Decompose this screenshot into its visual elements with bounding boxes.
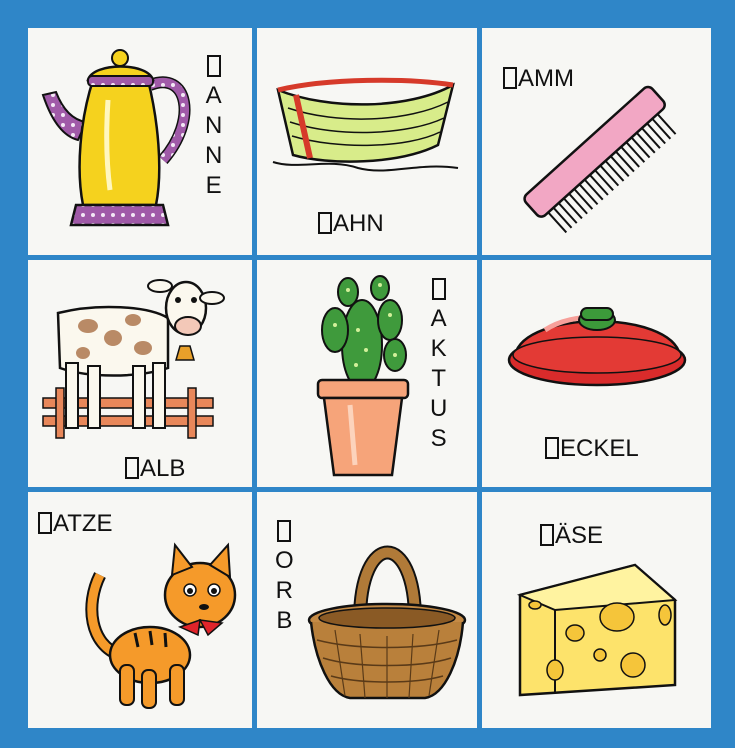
letter-blank-box[interactable] [277,520,291,542]
letter: T [431,365,446,392]
letter: N [205,142,223,169]
basket-icon [305,510,470,710]
word-deckel [545,435,639,463]
grid-line-vertical-2 [477,28,482,728]
comb-icon [512,80,692,240]
calf-icon [38,268,228,443]
letter-blank-box[interactable] [38,512,52,534]
letter-blank-box[interactable] [545,437,559,459]
letter-blank-box[interactable] [318,212,332,234]
word-kaktus [430,278,447,454]
word-label: AHN [333,210,384,237]
cat-icon [80,535,245,715]
letter-blank-box[interactable] [540,524,554,546]
letter-blank-box[interactable] [125,457,139,479]
word-kanne [205,55,222,201]
grid-line-horizontal-2 [28,487,711,492]
letter: K [430,335,447,362]
word-label: ECKEL [560,435,639,462]
coffee-pot-icon [38,40,198,235]
cactus-icon [310,270,415,485]
letter-blank-box[interactable] [432,278,446,300]
word-label: ALB [140,455,186,482]
word-kalb [125,455,185,483]
word-korb [275,520,294,636]
word-label: ATZE [53,510,113,537]
word-kahn [318,210,384,238]
letter: B [276,607,293,634]
letter: E [205,172,222,199]
word-label: AMM [518,65,574,92]
word-label: ÄSE [555,522,604,549]
grid-line-vertical-1 [252,28,257,728]
grid-line-horizontal-1 [28,255,711,260]
letter: U [430,395,448,422]
cheese-icon [515,555,680,705]
word-kaese [540,522,603,550]
letter: S [430,425,447,452]
letter: A [205,82,222,109]
letter: N [205,112,223,139]
lid-icon [505,290,690,395]
boat-icon [268,70,463,175]
letter: O [275,547,294,574]
letter: A [430,305,447,332]
word-katze [38,510,113,538]
letter-blank-box[interactable] [207,55,221,77]
letter: R [275,577,293,604]
vertical-letters [205,81,222,201]
